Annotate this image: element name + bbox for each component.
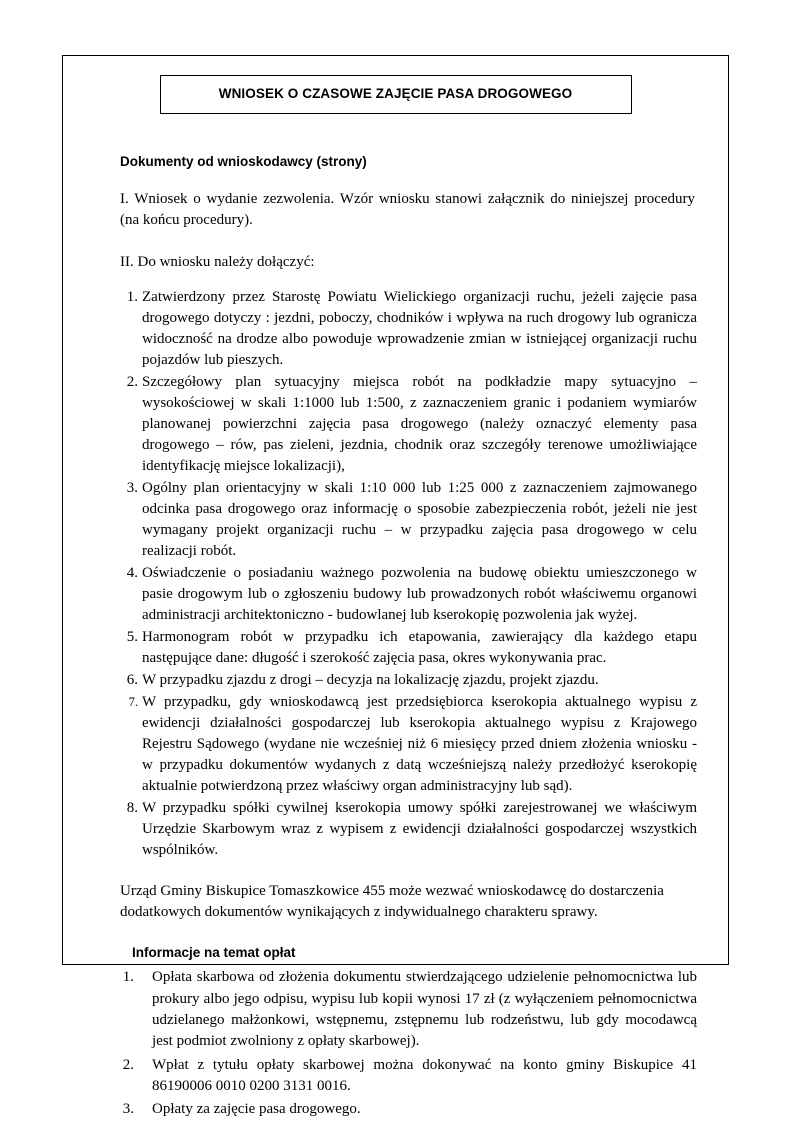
list-item [90, 692, 697, 797]
list-item-number: 3. [122, 1101, 134, 1118]
list-item-number: 2. [126, 373, 138, 390]
document-content [62, 55, 729, 1118]
fees-list [90, 967, 701, 1120]
list-item [90, 670, 697, 691]
list-item [90, 1055, 697, 1098]
list-item [90, 798, 697, 861]
paragraph-roman-i: I. Wniosek o wydanie zezwolenia. Wzór wniosku stanowi załącznik do niniejszej procedury (na końcu procedury). [120, 191, 695, 229]
list-item-text: Wpłat z tytułu opłaty skarbowej można dokonywać na konto gminy Biskupice 41 86190006 0010 0200 3131 0016. [152, 1056, 697, 1094]
list-item [90, 478, 697, 562]
list-item-text: Zatwierdzony przez Starostę Powiatu Wielickiego organizacji ruchu, jeżeli zajęcie pasa drogowego dotyczy : jezdni, poboczy, chodników i wpływa na ruch drogowy lub ogranicza widoczność na drodze albo powoduje wprowadzenie zmian w istniejącej organizacji ruchu pojazdów lub pieszych. [142, 288, 697, 368]
list-item-number: 5. [126, 628, 138, 645]
list-item-text: Opłata skarbowa od złożenia dokumentu stwierdzającego udzielenie pełnomocnictwa lub prokury albo jego odpisu, wypisu lub kopii wynosi 17 zł (z wyłączeniem pełnomocnictwa udzielanego małżonkowi, wstępnemu, zstępnemu lub rodzeństwu, lub gdy mocodawcą jest podmiot zwolniony z opłaty skarbowej). [152, 969, 697, 1050]
section-heading-documents: Dokumenty od wnioskodawcy (strony) [120, 154, 367, 169]
list-item-number: 7. [128, 694, 138, 709]
list-item-text: W przypadku, gdy wnioskodawcą jest przedsiębiorca kserokopia aktualnego wypisu z ewidencji działalności gospodarczej lub kserokopia aktualnego wypisu z Krajowego Rejestru Sądowego (wydane nie wcześniej niż 6 miesięcy przed dniem złożenia wniosku - w przypadku dokumentów wydanych z datą wcześniejszą należy przedłożyć kserokopię aktualnie potwierdzoną przez właściwy organ administracyjny lub sąd). [142, 693, 697, 794]
list-item-number: 2. [122, 1056, 134, 1073]
list-item-text: W przypadku zjazdu z drogi – decyzja na lokalizację zjazdu, projekt zjazdu. [142, 671, 599, 688]
page-title: WNIOSEK O CZASOWE ZAJĘCIE PASA DROGOWEGO [218, 86, 573, 101]
list-item-number: 3. [126, 479, 138, 496]
list-item [90, 627, 697, 669]
list-item [90, 1099, 697, 1120]
section-heading-fees: Informacje na temat opłat [132, 945, 296, 961]
list-item-number: 6. [126, 671, 138, 688]
list-item-number: 4. [126, 564, 138, 581]
office-note: Urząd Gminy Biskupice Tomaszkowice 455 może wezwać wnioskodawcę do dostarczenia dodatkowych dokumentów wynikających z indywidualnego charakteru sprawy. [120, 882, 664, 921]
document-title-box [160, 75, 632, 114]
list-item-text: Opłaty za zajęcie pasa drogowego. [152, 1101, 361, 1118]
list-item-text: W przypadku spółki cywilnej kserokopia umowy spółki zarejestrowanej we właściwym Urzędzie Skarbowym wraz z wypisem z ewidencji działalności gospodarczej wszystkich wspólników. [142, 799, 697, 858]
list-item-text: Harmonogram robót w przypadku ich etapowania, zawierający dla każdego etapu następujące dane: długość i szerokość zajęcia pasa, okres wykonywania prac. [142, 628, 697, 666]
list-item-number: 1. [126, 288, 138, 305]
list-item-text: Ogólny plan orientacyjny w skali 1:10 000 lub 1:25 000 z zaznaczeniem zajmowanego odcinka pasa drogowego oraz informację o sposobie zabezpieczenia robót, jeżeli nie jest wymagany projekt organizacji ruchu – w przypadku zajęcia pasa drogowego w celu realizacji robót. [142, 479, 697, 559]
list-item [90, 287, 697, 371]
list-item [90, 563, 697, 626]
paragraph-roman-ii: II. Do wniosku należy dołączyć: [120, 253, 315, 270]
list-item-text: Oświadczenie o posiadaniu ważnego pozwolenia na budowę obiektu umieszczonego w pasie drogowym lub o zgłoszeniu budowy lub prowadzonych robót właściwemu organowi administracji architektoniczno - budowlanej lub kserokopię pozwolenia jak wyżej. [142, 564, 697, 623]
list-item [90, 372, 697, 477]
list-item [90, 967, 697, 1052]
list-item-number: 8. [126, 799, 138, 816]
list-item-number: 1. [122, 969, 134, 986]
attachments-list [90, 287, 701, 861]
list-item-text: Szczegółowy plan sytuacyjny miejsca robót na podkładzie mapy sytuacyjno – wysokościowej w skali 1:1000 lub 1:500, z zaznaczeniem granic i podaniem wymiarów planowanej powierzchni zajęcia pasa drogowego (należy oznaczyć elementy pasa drogowego – rów, pas zieleni, jezdnia, chodnik oraz szczegóły terenowe umożliwiające identyfikację miejsce lokalizacji), [142, 373, 697, 474]
